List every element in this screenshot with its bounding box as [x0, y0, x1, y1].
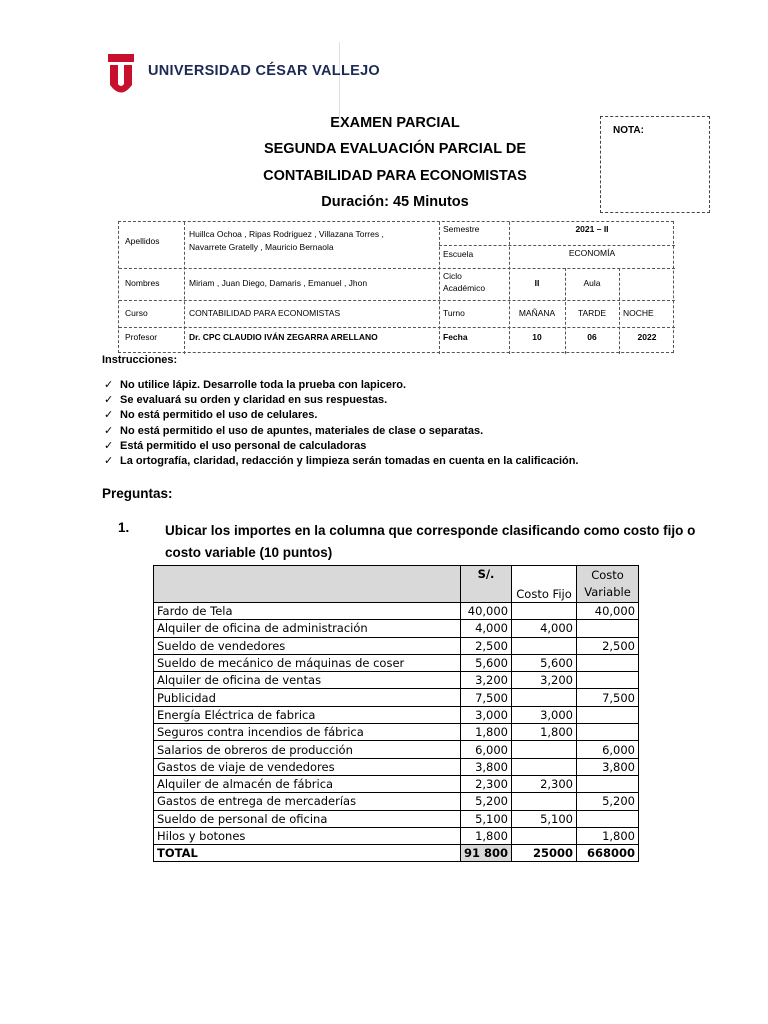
row-costo-fijo: [512, 758, 577, 775]
instruction-item: ✓ Está permitido el uso personal de calculadoras: [104, 440, 367, 452]
row-costo-variable: [577, 810, 639, 827]
checkmark-icon: ✓: [104, 394, 114, 406]
row-costo-variable: 7,500: [577, 689, 639, 706]
row-concept: Sueldo de vendedores: [154, 637, 461, 654]
turno-noche: NOCHE: [623, 308, 654, 318]
table-row: [154, 775, 639, 792]
table-row: [154, 603, 639, 620]
instruction-item: ✓ No está permitido el uso de celulares.: [104, 409, 318, 421]
row-soles: 4,000: [461, 620, 512, 637]
table-row: [154, 706, 639, 723]
total-label: TOTAL: [154, 845, 461, 862]
questions-heading: Preguntas:: [102, 486, 173, 501]
row-costo-variable: [577, 775, 639, 792]
fecha-mes: 06: [587, 332, 597, 342]
row-concept: Seguros contra incendios de fábrica: [154, 724, 461, 741]
question-number: 1.: [118, 520, 130, 535]
row-soles: 6,000: [461, 741, 512, 758]
fecha-anio: 2022: [637, 332, 657, 342]
row-soles: 1,800: [461, 724, 512, 741]
row-soles: 5,200: [461, 793, 512, 810]
row-costo-variable: 2,500: [577, 637, 639, 654]
row-costo-fijo: [512, 741, 577, 758]
label-semestre: Semestre: [443, 224, 480, 234]
table-row: [154, 793, 639, 810]
checkmark-icon: ✓: [104, 455, 114, 467]
table-row: [154, 810, 639, 827]
total-soles: 91 800: [461, 845, 512, 862]
table-row: [154, 620, 639, 637]
student-info-grid: [118, 221, 674, 353]
row-concept: Salarios de obreros de producción: [154, 741, 461, 758]
instruction-item: ✓ No está permitido el uso de apuntes, materiales de clase o separatas.: [104, 425, 484, 437]
table-row: [154, 827, 639, 844]
row-costo-variable: 1,800: [577, 827, 639, 844]
row-costo-variable: 40,000: [577, 603, 639, 620]
row-soles: 7,500: [461, 689, 512, 706]
row-soles: 2,300: [461, 775, 512, 792]
exam-duration: Duración: 45 Minutos: [321, 194, 469, 210]
row-concept: Alquiler de oficina de administración: [154, 620, 461, 637]
row-soles: 5,600: [461, 654, 512, 671]
row-concept: Energía Eléctrica de fabrica: [154, 706, 461, 723]
row-concept: Alquiler de almacén de fábrica: [154, 775, 461, 792]
row-costo-variable: [577, 672, 639, 689]
exam-subtitle-2: CONTABILIDAD PARA ECONOMISTAS: [263, 168, 527, 184]
row-soles: 2,500: [461, 637, 512, 654]
ciclo-value: II: [534, 278, 540, 288]
row-costo-variable: [577, 706, 639, 723]
label-turno: Turno: [443, 308, 465, 318]
grade-box[interactable]: [600, 116, 710, 213]
exam-subtitle-1: SEGUNDA EVALUACIÓN PARCIAL DE: [263, 141, 527, 157]
row-costo-fijo: [512, 827, 577, 844]
row-soles: 3,200: [461, 672, 512, 689]
label-ciclo-1: Ciclo: [443, 271, 462, 281]
label-curso: Curso: [125, 308, 148, 318]
row-costo-variable: [577, 620, 639, 637]
row-costo-fijo: [512, 603, 577, 620]
header-soles: S/.: [461, 566, 512, 603]
table-row: [154, 741, 639, 758]
nombres-value: Miriam , Juan Diego, Damaris , Emanuel , Jhon: [189, 278, 368, 288]
apellidos-line-2: Navarrete Gratelly , Mauricio Bernaola: [189, 242, 334, 252]
label-escuela: Escuela: [443, 249, 474, 259]
row-costo-variable: 3,800: [577, 758, 639, 775]
row-soles: 40,000: [461, 603, 512, 620]
exam-title: EXAMEN PARCIAL: [330, 115, 460, 131]
row-costo-fijo: 3,000: [512, 706, 577, 723]
grade-label: NOTA:: [613, 125, 644, 136]
table-row: [154, 672, 639, 689]
row-costo-fijo: 5,100: [512, 810, 577, 827]
header-concept: [154, 566, 461, 603]
row-costo-variable: [577, 654, 639, 671]
profesor-value: Dr. CPC CLAUDIO IVÁN ZEGARRA ARELLANO: [189, 332, 378, 342]
row-concept: Publicidad: [154, 689, 461, 706]
label-profesor: Profesor: [125, 332, 158, 342]
escuela-value: ECONOMÍA: [568, 248, 616, 258]
table-row: [154, 758, 639, 775]
table-row: [154, 637, 639, 654]
table-row: [154, 654, 639, 671]
label-ciclo-2: Académico: [443, 283, 486, 293]
instruction-item: ✓ No utilice lápiz. Desarrolle toda la prueba con lapicero.: [104, 379, 407, 391]
instruction-item: ✓ La ortografía, claridad, redacción y limpieza serán tomadas en cuenta en la calificación.: [104, 455, 579, 467]
label-aula: Aula: [583, 278, 601, 288]
table-header-row: [154, 566, 639, 603]
row-soles: 3,000: [461, 706, 512, 723]
row-soles: 3,800: [461, 758, 512, 775]
row-costo-fijo: [512, 793, 577, 810]
checkmark-icon: ✓: [104, 379, 114, 391]
row-costo-variable: 5,200: [577, 793, 639, 810]
instructions-title: Instrucciones:: [102, 354, 178, 366]
apellidos-line-1: Huillca Ochoa , Ripas Rodriguez , Villazana Torres ,: [189, 229, 384, 239]
row-costo-fijo: [512, 689, 577, 706]
question-text: Ubicar los importes en la columna que corresponde clasificando como costo fijo o costo variable (10 puntos): [165, 523, 696, 560]
cost-classification-table: [153, 565, 639, 862]
turno-manana: MAÑANA: [518, 308, 556, 318]
total-row: [154, 845, 639, 862]
row-concept: Sueldo de personal de oficina: [154, 810, 461, 827]
table-row: [154, 689, 639, 706]
checkmark-icon: ✓: [104, 440, 114, 452]
row-soles: 5,100: [461, 810, 512, 827]
row-costo-fijo: 4,000: [512, 620, 577, 637]
checkmark-icon: ✓: [104, 409, 114, 421]
header-costo-variable: Costo Variable: [577, 566, 639, 603]
row-concept: Fardo de Tela: [154, 603, 461, 620]
row-costo-fijo: 5,600: [512, 654, 577, 671]
row-concept: Gastos de entrega de mercaderías: [154, 793, 461, 810]
row-costo-fijo: [512, 637, 577, 654]
instruction-item: ✓ Se evaluará su orden y claridad en sus respuestas.: [104, 394, 388, 406]
header-costo-fijo: Costo Fijo: [512, 566, 577, 603]
row-costo-variable: [577, 724, 639, 741]
semestre-value: 2021 – II: [575, 224, 609, 234]
row-concept: Gastos de viaje de vendedores: [154, 758, 461, 775]
university-name: UNIVERSIDAD CÉSAR VALLEJO: [148, 63, 381, 79]
checkmark-icon: ✓: [104, 425, 114, 437]
label-apellidos: Apellidos: [125, 236, 160, 246]
table-row: [154, 724, 639, 741]
row-costo-fijo: 2,300: [512, 775, 577, 792]
row-soles: 1,800: [461, 827, 512, 844]
row-concept: Hilos y botones: [154, 827, 461, 844]
row-costo-variable: 6,000: [577, 741, 639, 758]
row-concept: Sueldo de mecánico de máquinas de coser: [154, 654, 461, 671]
row-costo-fijo: 3,200: [512, 672, 577, 689]
label-nombres: Nombres: [125, 278, 160, 288]
row-costo-fijo: 1,800: [512, 724, 577, 741]
fecha-dia: 10: [532, 332, 542, 342]
total-costo-fijo: 25000: [512, 845, 577, 862]
total-costo-variable: 668000: [577, 845, 639, 862]
ucv-logo-icon: [106, 52, 136, 96]
turno-tarde: TARDE: [577, 308, 607, 318]
label-fecha: Fecha: [443, 332, 468, 342]
row-concept: Alquiler de oficina de ventas: [154, 672, 461, 689]
curso-value: CONTABILIDAD PARA ECONOMISTAS: [189, 308, 341, 318]
